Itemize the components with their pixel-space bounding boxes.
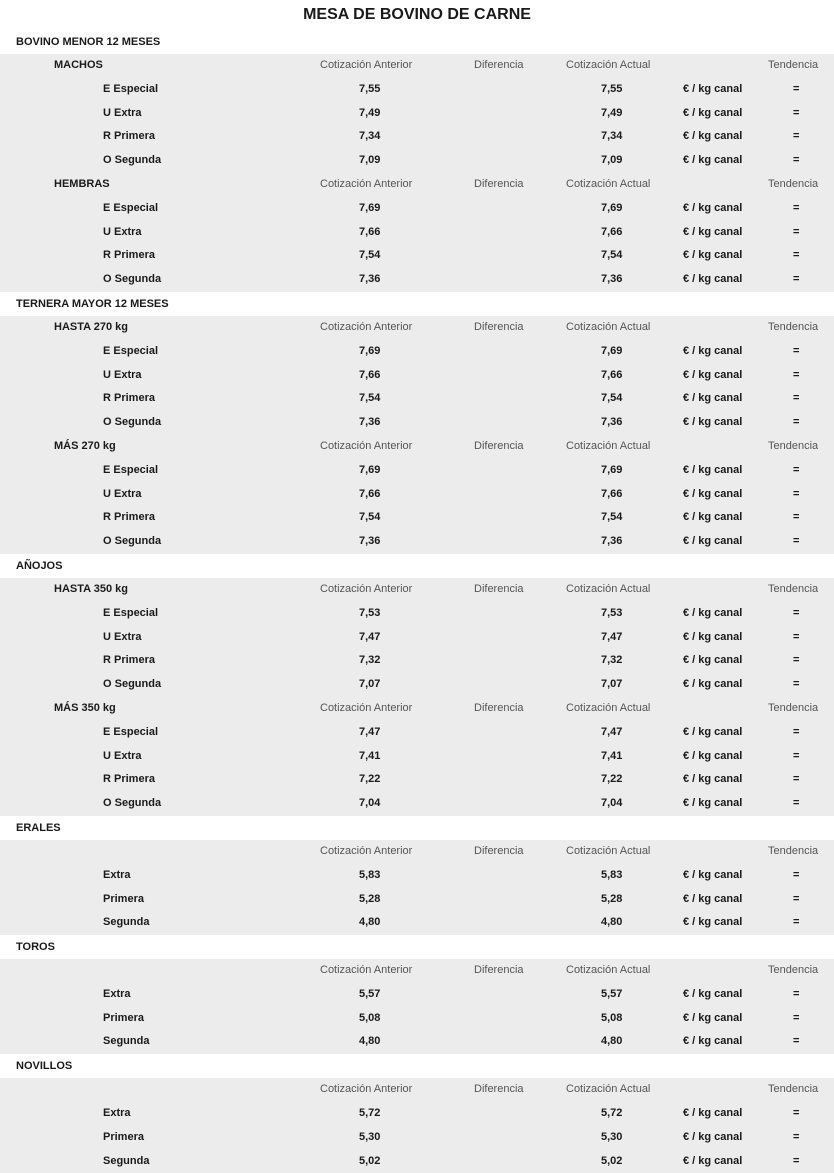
previous-price: 7,22 <box>359 773 381 786</box>
section-title: ERALES <box>0 816 834 840</box>
table-row <box>0 411 834 435</box>
category-label: E Especial <box>103 344 159 357</box>
trend-indicator: = <box>793 273 800 286</box>
header-actual: Cotización Actual <box>566 964 651 977</box>
previous-price: 7,36 <box>359 273 381 286</box>
table-row <box>0 673 834 697</box>
trend-indicator: = <box>793 130 800 143</box>
previous-price: 7,36 <box>359 535 381 548</box>
unit-label: € / kg canal <box>683 392 743 405</box>
header-actual: Cotización Actual <box>566 1083 651 1096</box>
category-label: Primera <box>103 892 144 905</box>
table-row <box>0 506 834 530</box>
section-title: TOROS <box>0 935 834 959</box>
current-price: 7,54 <box>601 511 623 524</box>
current-price: 7,32 <box>601 654 623 667</box>
trend-indicator: = <box>793 725 800 738</box>
header-anterior: Cotización Anterior <box>320 320 413 333</box>
header-actual: Cotización Actual <box>566 320 651 333</box>
header-actual: Cotización Actual <box>566 582 651 595</box>
table-row <box>0 649 834 673</box>
header-diferencia: Diferencia <box>474 964 524 977</box>
previous-price: 5,02 <box>359 1154 381 1167</box>
group-label: MÁS 270 kg <box>54 439 116 452</box>
trend-indicator: = <box>793 1130 800 1143</box>
current-price: 7,09 <box>601 154 623 167</box>
previous-price: 7,34 <box>359 130 381 143</box>
table-row <box>0 1007 834 1031</box>
previous-price: 7,49 <box>359 106 381 119</box>
current-price: 5,02 <box>601 1154 623 1167</box>
table-row <box>0 78 834 102</box>
trend-indicator: = <box>793 535 800 548</box>
table-row <box>0 983 834 1007</box>
header-diferencia: Diferencia <box>474 844 524 857</box>
previous-price: 7,55 <box>359 82 381 95</box>
trend-indicator: = <box>793 368 800 381</box>
current-price: 7,55 <box>601 82 623 95</box>
section-block <box>0 54 834 292</box>
table-row <box>0 459 834 483</box>
unit-label: € / kg canal <box>683 82 743 95</box>
category-label: O Segunda <box>103 797 162 810</box>
header-tendencia: Tendencia <box>768 844 819 857</box>
category-label: U Extra <box>103 368 142 381</box>
header-diferencia: Diferencia <box>474 177 524 190</box>
table-row <box>0 888 834 912</box>
unit-label: € / kg canal <box>683 1130 743 1143</box>
current-price: 7,36 <box>601 273 623 286</box>
unit-label: € / kg canal <box>683 678 743 691</box>
current-price: 7,07 <box>601 678 623 691</box>
header-actual: Cotización Actual <box>566 177 651 190</box>
page-title: MESA DE BOVINO DE CARNE <box>0 0 834 30</box>
previous-price: 7,66 <box>359 368 381 381</box>
category-label: Extra <box>103 1107 131 1120</box>
section <box>0 1054 834 1173</box>
trend-indicator: = <box>793 249 800 262</box>
category-label: O Segunda <box>103 416 162 429</box>
unit-label: € / kg canal <box>683 344 743 357</box>
section-title: NOVILLOS <box>0 1054 834 1078</box>
current-price: 5,83 <box>601 868 623 881</box>
current-price: 7,49 <box>601 106 623 119</box>
table-row <box>0 364 834 388</box>
current-price: 5,57 <box>601 987 623 1000</box>
section <box>0 30 834 292</box>
header-diferencia: Diferencia <box>474 320 524 333</box>
table-row <box>0 340 834 364</box>
trend-indicator: = <box>793 344 800 357</box>
category-label: Primera <box>103 1130 144 1143</box>
column-header-row <box>0 840 834 864</box>
previous-price: 7,66 <box>359 225 381 238</box>
category-label: U Extra <box>103 630 142 643</box>
header-actual: Cotización Actual <box>566 439 651 452</box>
trend-indicator: = <box>793 487 800 500</box>
category-label: R Primera <box>103 392 155 405</box>
table-row <box>0 626 834 650</box>
trend-indicator: = <box>793 201 800 214</box>
column-header-row <box>0 959 834 983</box>
current-price: 7,69 <box>601 344 623 357</box>
unit-label: € / kg canal <box>683 416 743 429</box>
unit-label: € / kg canal <box>683 368 743 381</box>
header-tendencia: Tendencia <box>768 59 819 71</box>
table-row <box>0 530 834 554</box>
category-label: Extra <box>103 987 131 1000</box>
current-price: 5,28 <box>601 892 623 905</box>
trend-indicator: = <box>793 987 800 1000</box>
category-label: R Primera <box>103 654 155 667</box>
previous-price: 7,41 <box>359 749 381 762</box>
unit-label: € / kg canal <box>683 654 743 667</box>
sections-container <box>0 30 834 1173</box>
previous-price: 7,32 <box>359 654 381 667</box>
category-label: O Segunda <box>103 678 162 691</box>
header-tendencia: Tendencia <box>768 1083 819 1096</box>
previous-price: 7,47 <box>359 725 381 738</box>
category-label: E Especial <box>103 201 159 214</box>
unit-label: € / kg canal <box>683 749 743 762</box>
previous-price: 7,66 <box>359 487 381 500</box>
category-label: O Segunda <box>103 154 162 167</box>
header-diferencia: Diferencia <box>474 701 524 714</box>
header-anterior: Cotización Anterior <box>320 59 413 71</box>
trend-indicator: = <box>793 654 800 667</box>
category-label: Segunda <box>103 1035 150 1048</box>
category-label: E Especial <box>103 463 159 476</box>
category-label: Segunda <box>103 916 150 929</box>
header-diferencia: Diferencia <box>474 1083 524 1096</box>
table-row <box>0 911 834 935</box>
unit-label: € / kg canal <box>683 1035 743 1048</box>
section <box>0 554 834 816</box>
header-anterior: Cotización Anterior <box>320 844 413 857</box>
current-price: 7,04 <box>601 797 623 810</box>
trend-indicator: = <box>793 1154 800 1167</box>
column-header-row <box>0 697 834 721</box>
previous-price: 4,80 <box>359 1035 381 1048</box>
previous-price: 7,54 <box>359 511 381 524</box>
section-block <box>0 1078 834 1173</box>
header-anterior: Cotización Anterior <box>320 701 413 714</box>
current-price: 7,54 <box>601 392 623 405</box>
section <box>0 935 834 1054</box>
trend-indicator: = <box>793 868 800 881</box>
previous-price: 5,30 <box>359 1130 381 1143</box>
category-label: R Primera <box>103 511 155 524</box>
section-block <box>0 578 834 816</box>
header-anterior: Cotización Anterior <box>320 439 413 452</box>
category-label: E Especial <box>103 725 159 738</box>
column-header-row <box>0 578 834 602</box>
trend-indicator: = <box>793 416 800 429</box>
trend-indicator: = <box>793 606 800 619</box>
current-price: 7,54 <box>601 249 623 262</box>
trend-indicator: = <box>793 630 800 643</box>
unit-label: € / kg canal <box>683 916 743 929</box>
unit-label: € / kg canal <box>683 797 743 810</box>
table-row <box>0 197 834 221</box>
previous-price: 7,69 <box>359 201 381 214</box>
header-actual: Cotización Actual <box>566 59 651 71</box>
table-row <box>0 268 834 292</box>
trend-indicator: = <box>793 1107 800 1120</box>
header-tendencia: Tendencia <box>768 439 819 452</box>
previous-price: 7,09 <box>359 154 381 167</box>
unit-label: € / kg canal <box>683 273 743 286</box>
table-row <box>0 244 834 268</box>
category-label: Primera <box>103 1011 144 1024</box>
table-row <box>0 221 834 245</box>
current-price: 4,80 <box>601 916 623 929</box>
group-label: MACHOS <box>54 59 103 71</box>
table-row <box>0 149 834 173</box>
header-tendencia: Tendencia <box>768 582 819 595</box>
current-price: 7,66 <box>601 487 623 500</box>
previous-price: 4,80 <box>359 916 381 929</box>
section-block <box>0 316 834 554</box>
header-anterior: Cotización Anterior <box>320 1083 413 1096</box>
current-price: 7,41 <box>601 749 623 762</box>
trend-indicator: = <box>793 916 800 929</box>
table-row <box>0 768 834 792</box>
previous-price: 7,04 <box>359 797 381 810</box>
trend-indicator: = <box>793 82 800 95</box>
table-row <box>0 1126 834 1150</box>
trend-indicator: = <box>793 773 800 786</box>
table-row <box>0 102 834 126</box>
group-label: HEMBRAS <box>54 177 110 190</box>
table-row <box>0 125 834 149</box>
unit-label: € / kg canal <box>683 725 743 738</box>
trend-indicator: = <box>793 463 800 476</box>
group-label: HASTA 270 kg <box>54 320 128 333</box>
current-price: 7,22 <box>601 773 623 786</box>
current-price: 7,36 <box>601 416 623 429</box>
previous-price: 7,69 <box>359 344 381 357</box>
section-block <box>0 840 834 935</box>
unit-label: € / kg canal <box>683 130 743 143</box>
unit-label: € / kg canal <box>683 249 743 262</box>
column-header-row <box>0 316 834 340</box>
unit-label: € / kg canal <box>683 892 743 905</box>
current-price: 7,34 <box>601 130 623 143</box>
unit-label: € / kg canal <box>683 106 743 119</box>
trend-indicator: = <box>793 678 800 691</box>
current-price: 7,36 <box>601 535 623 548</box>
current-price: 7,69 <box>601 201 623 214</box>
previous-price: 7,54 <box>359 249 381 262</box>
table-row <box>0 745 834 769</box>
column-header-row <box>0 173 834 197</box>
category-label: R Primera <box>103 249 155 262</box>
trend-indicator: = <box>793 892 800 905</box>
unit-label: € / kg canal <box>683 630 743 643</box>
column-header-row <box>0 1078 834 1102</box>
category-label: E Especial <box>103 606 159 619</box>
header-actual: Cotización Actual <box>566 701 651 714</box>
unit-label: € / kg canal <box>683 1107 743 1120</box>
trend-indicator: = <box>793 749 800 762</box>
category-label: Extra <box>103 868 131 881</box>
unit-label: € / kg canal <box>683 225 743 238</box>
table-row <box>0 387 834 411</box>
group-label: MÁS 350 kg <box>54 701 116 714</box>
table-row <box>0 602 834 626</box>
unit-label: € / kg canal <box>683 1154 743 1167</box>
section-title: TERNERA MAYOR 12 MESES <box>0 292 834 316</box>
section <box>0 816 834 935</box>
header-actual: Cotización Actual <box>566 844 651 857</box>
table-row <box>0 1150 834 1173</box>
previous-price: 7,36 <box>359 416 381 429</box>
current-price: 7,66 <box>601 368 623 381</box>
trend-indicator: = <box>793 392 800 405</box>
unit-label: € / kg canal <box>683 511 743 524</box>
previous-price: 7,47 <box>359 630 381 643</box>
category-label: O Segunda <box>103 273 162 286</box>
previous-price: 5,08 <box>359 1011 381 1024</box>
previous-price: 5,57 <box>359 987 381 1000</box>
section-title: AÑOJOS <box>0 554 834 578</box>
table-row <box>0 792 834 816</box>
current-price: 5,72 <box>601 1107 623 1120</box>
header-anterior: Cotización Anterior <box>320 177 413 190</box>
unit-label: € / kg canal <box>683 154 743 167</box>
column-header-row <box>0 435 834 459</box>
trend-indicator: = <box>793 154 800 167</box>
category-label: R Primera <box>103 773 155 786</box>
previous-price: 7,69 <box>359 463 381 476</box>
table-row <box>0 1030 834 1054</box>
unit-label: € / kg canal <box>683 1011 743 1024</box>
category-label: R Primera <box>103 130 155 143</box>
category-label: O Segunda <box>103 535 162 548</box>
category-label: E Especial <box>103 82 159 95</box>
header-tendencia: Tendencia <box>768 320 819 333</box>
group-label: HASTA 350 kg <box>54 582 128 595</box>
trend-indicator: = <box>793 106 800 119</box>
unit-label: € / kg canal <box>683 487 743 500</box>
current-price: 7,69 <box>601 463 623 476</box>
table-row <box>0 864 834 888</box>
unit-label: € / kg canal <box>683 773 743 786</box>
section <box>0 292 834 554</box>
current-price: 7,47 <box>601 725 623 738</box>
category-label: U Extra <box>103 106 142 119</box>
category-label: U Extra <box>103 225 142 238</box>
unit-label: € / kg canal <box>683 606 743 619</box>
trend-indicator: = <box>793 1035 800 1048</box>
table-row <box>0 483 834 507</box>
header-anterior: Cotización Anterior <box>320 582 413 595</box>
trend-indicator: = <box>793 511 800 524</box>
current-price: 5,30 <box>601 1130 623 1143</box>
column-header-row <box>0 54 834 78</box>
header-diferencia: Diferencia <box>474 59 524 71</box>
unit-label: € / kg canal <box>683 535 743 548</box>
previous-price: 5,28 <box>359 892 381 905</box>
table-row <box>0 1102 834 1126</box>
header-tendencia: Tendencia <box>768 964 819 977</box>
previous-price: 7,53 <box>359 606 381 619</box>
header-diferencia: Diferencia <box>474 582 524 595</box>
header-tendencia: Tendencia <box>768 701 819 714</box>
header-diferencia: Diferencia <box>474 439 524 452</box>
current-price: 4,80 <box>601 1035 623 1048</box>
header-tendencia: Tendencia <box>768 177 819 190</box>
unit-label: € / kg canal <box>683 868 743 881</box>
previous-price: 7,54 <box>359 392 381 405</box>
current-price: 7,53 <box>601 606 623 619</box>
category-label: Segunda <box>103 1154 150 1167</box>
unit-label: € / kg canal <box>683 201 743 214</box>
section-title: BOVINO MENOR 12 MESES <box>0 30 834 54</box>
category-label: U Extra <box>103 749 142 762</box>
current-price: 5,08 <box>601 1011 623 1024</box>
unit-label: € / kg canal <box>683 987 743 1000</box>
category-label: U Extra <box>103 487 142 500</box>
trend-indicator: = <box>793 797 800 810</box>
header-anterior: Cotización Anterior <box>320 964 413 977</box>
previous-price: 7,07 <box>359 678 381 691</box>
unit-label: € / kg canal <box>683 463 743 476</box>
previous-price: 5,83 <box>359 868 381 881</box>
current-price: 7,66 <box>601 225 623 238</box>
trend-indicator: = <box>793 225 800 238</box>
current-price: 7,47 <box>601 630 623 643</box>
section-block <box>0 959 834 1054</box>
previous-price: 5,72 <box>359 1107 381 1120</box>
table-row <box>0 721 834 745</box>
trend-indicator: = <box>793 1011 800 1024</box>
